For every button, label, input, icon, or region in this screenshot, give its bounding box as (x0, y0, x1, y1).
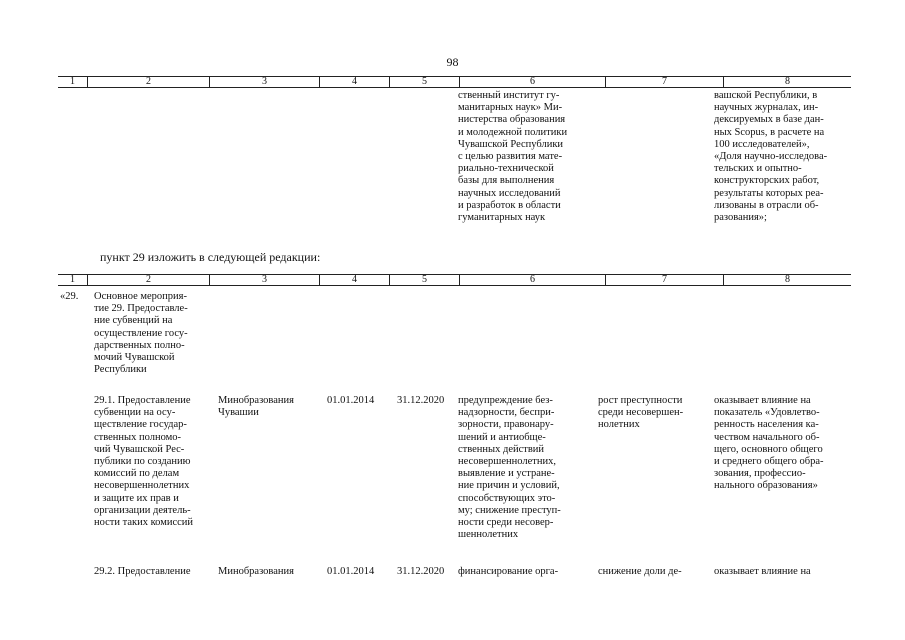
intro-text: пункт 29 изложить в следующей редакции: (100, 250, 321, 264)
expected-result: финансирование орга- (458, 566, 559, 577)
column-number-6: 6 (459, 275, 605, 285)
non-implementation-consequence: рост преступности среди несовершен- нолетних (598, 395, 684, 431)
column-number-8: 8 (723, 275, 851, 285)
column-number-8: 8 (723, 77, 851, 87)
column-number-5: 5 (389, 77, 459, 87)
executor: Минобразования Чувашии (218, 395, 294, 419)
indicator-link: оказывает влияние на показатель «Удовлетво- ренность населения ка- чеством начального об- щего, основного общего и среднего общего обра- зования, профессио- нального образования» (714, 395, 824, 492)
top-table-col8-text: вашской Республики, в научных журналах, ин- дексируемых в базе дан- ных Scopus, в расчете на 100 исследователей», «Доля научно-исследова- тельских и опытно- конструкторских работ, результаты которых реа- лизованы в отрасли об- разования»; (714, 90, 828, 224)
column-number-3: 3 (209, 275, 319, 285)
column-number-4: 4 (319, 275, 389, 285)
column-number-5: 5 (389, 275, 459, 285)
column-number-1: 1 (70, 274, 75, 285)
column-number-2: 2 (87, 77, 209, 87)
top-table-col6-text: ственный институт гу- манитарных наук» Ми- нистерства образования и молодежной политики Чувашской Республики с целью развития мате- риально-технической базы для выполнения научных исследований и разработок в области гуманитарных наук (458, 90, 568, 224)
end-date: 31.12.2020 (397, 566, 445, 577)
activity-name: 29.1. Предоставление субвенции на осу- ществление государ- ственных полномо- чий Чувашской Рес- публики по созданию комиссий по делам несовершеннолетних и защите их прав и организации деятель- ности таких комиссий (94, 395, 194, 529)
non-implementation-consequence: снижение доли де- (598, 566, 682, 577)
row-number: «29. (60, 291, 79, 302)
indicator-link: оказывает влияние на (714, 566, 811, 577)
column-number-7: 7 (605, 275, 723, 285)
start-date: 01.01.2014 (327, 395, 375, 406)
column-number-1: 1 (70, 76, 75, 87)
page-number: 98 (446, 55, 459, 69)
table-header-row (58, 76, 851, 88)
activity-name: 29.2. Предоставление (94, 566, 191, 577)
activity-name: Основное мероприя- тие 29. Предоставле- ние субвенций на осуществление госу- дарственных полно- мочий Чувашской Республики (94, 291, 188, 376)
executor: Минобразования (218, 566, 294, 577)
expected-result: предупреждение без- надзорности, беспри- зорности, правонару- шений и антиобще- ственных действий несовершеннолетних, выявление и устране- ние причин и условий, способствующих это- му; снижение преступ- ности среди несовер- шеннолетних (458, 395, 561, 541)
column-number-6: 6 (459, 77, 605, 87)
column-number-4: 4 (319, 77, 389, 87)
column-number-7: 7 (605, 77, 723, 87)
table-header-row (58, 274, 851, 286)
column-number-2: 2 (87, 275, 209, 285)
column-number-3: 3 (209, 77, 319, 87)
end-date: 31.12.2020 (397, 395, 445, 406)
start-date: 01.01.2014 (327, 566, 375, 577)
